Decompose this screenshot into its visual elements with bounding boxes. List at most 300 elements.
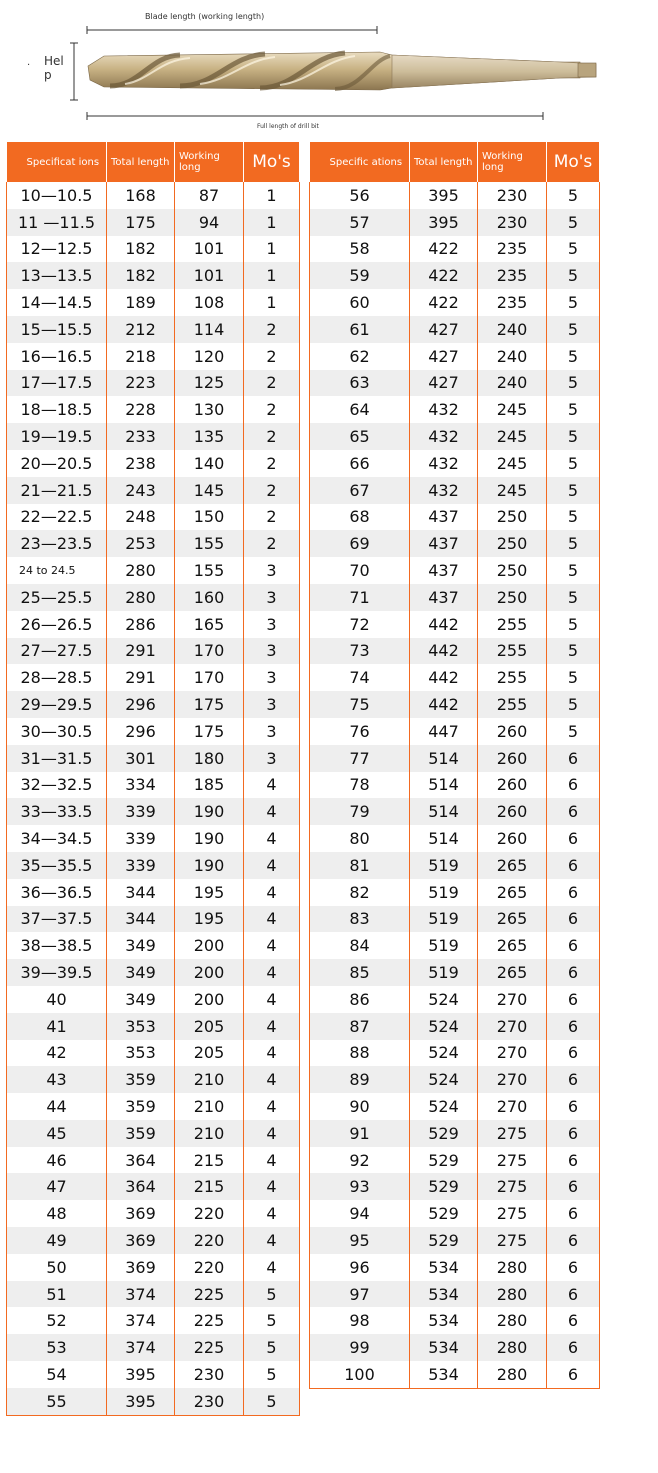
table-row xyxy=(7,236,300,263)
total-length-cell: 514 xyxy=(410,745,478,772)
total-length-cell: 529 xyxy=(410,1227,478,1254)
working-long-cell: 270 xyxy=(478,986,547,1013)
spec-cell: 43 xyxy=(7,1066,107,1093)
total-length-cell: 442 xyxy=(410,664,478,691)
working-long-cell: 220 xyxy=(175,1227,244,1254)
total-length-cell: 437 xyxy=(410,504,478,531)
table-row xyxy=(7,316,300,343)
mos-cell: 6 xyxy=(547,1093,600,1120)
mos-cell: 4 xyxy=(244,772,300,799)
table-row xyxy=(7,611,300,638)
mos-cell: 5 xyxy=(547,423,600,450)
table-row xyxy=(310,798,600,825)
header-specifications: Specific ations xyxy=(310,142,410,182)
total-length-cell: 339 xyxy=(107,798,175,825)
table-row xyxy=(7,450,300,477)
spec-cell: 65 xyxy=(310,423,410,450)
drill-bit-diagram xyxy=(0,0,658,140)
mos-cell: 3 xyxy=(244,611,300,638)
spec-cell: 30—30.5 xyxy=(7,718,107,745)
working-long-cell: 135 xyxy=(175,423,244,450)
total-length-cell: 243 xyxy=(107,477,175,504)
mos-cell: 4 xyxy=(244,1200,300,1227)
mos-cell: 5 xyxy=(547,530,600,557)
total-length-cell: 432 xyxy=(410,396,478,423)
total-length-cell: 296 xyxy=(107,691,175,718)
header-specifications: Specificat ions xyxy=(7,142,107,182)
mos-cell: 4 xyxy=(244,986,300,1013)
mos-cell: 1 xyxy=(244,236,300,263)
total-length-cell: 442 xyxy=(410,691,478,718)
mos-cell: 3 xyxy=(244,638,300,665)
working-long-cell: 265 xyxy=(478,906,547,933)
spec-cell: 22—22.5 xyxy=(7,504,107,531)
table-row xyxy=(310,611,600,638)
blade-length-label: Blade length (working length) xyxy=(145,12,265,21)
total-length-cell: 253 xyxy=(107,530,175,557)
spec-cell: 83 xyxy=(310,906,410,933)
working-long-cell: 190 xyxy=(175,852,244,879)
mos-cell: 6 xyxy=(547,1120,600,1147)
spec-cell: 99 xyxy=(310,1334,410,1361)
total-length-cell: 286 xyxy=(107,611,175,638)
help-label: Hel p xyxy=(44,54,64,82)
mos-cell: 6 xyxy=(547,1361,600,1388)
mos-cell: 5 xyxy=(244,1361,300,1388)
spec-cell: 95 xyxy=(310,1227,410,1254)
total-length-cell: 395 xyxy=(107,1361,175,1388)
spec-cell: 90 xyxy=(310,1093,410,1120)
working-long-cell: 175 xyxy=(175,691,244,718)
spec-cell: 89 xyxy=(310,1066,410,1093)
table-row xyxy=(310,289,600,316)
table-row xyxy=(310,638,600,665)
mos-cell: 1 xyxy=(244,209,300,236)
table-header-row xyxy=(310,142,600,182)
working-long-cell: 280 xyxy=(478,1281,547,1308)
total-length-cell: 374 xyxy=(107,1307,175,1334)
spec-cell: 62 xyxy=(310,343,410,370)
header-working-long: Working long xyxy=(175,142,244,182)
mos-cell: 4 xyxy=(244,932,300,959)
spec-cell: 79 xyxy=(310,798,410,825)
total-length-cell: 437 xyxy=(410,530,478,557)
table-row xyxy=(310,423,600,450)
table-row xyxy=(7,1147,300,1174)
total-length-cell: 353 xyxy=(107,1013,175,1040)
mos-cell: 5 xyxy=(244,1334,300,1361)
working-long-cell: 94 xyxy=(175,209,244,236)
total-length-cell: 514 xyxy=(410,772,478,799)
table-row xyxy=(310,530,600,557)
mos-cell: 4 xyxy=(244,1093,300,1120)
mos-cell: 5 xyxy=(547,396,600,423)
total-length-cell: 339 xyxy=(107,825,175,852)
header-total-length: Total length xyxy=(410,142,478,182)
working-long-cell: 280 xyxy=(478,1307,547,1334)
table-row xyxy=(7,1307,300,1334)
table-row xyxy=(7,638,300,665)
spec-cell: 49 xyxy=(7,1227,107,1254)
mos-cell: 6 xyxy=(547,1281,600,1308)
spec-cell: 68 xyxy=(310,504,410,531)
total-length-cell: 534 xyxy=(410,1254,478,1281)
spec-cell: 36—36.5 xyxy=(7,879,107,906)
mos-cell: 6 xyxy=(547,1066,600,1093)
working-long-cell: 265 xyxy=(478,959,547,986)
spec-cell: 59 xyxy=(310,262,410,289)
total-length-cell: 432 xyxy=(410,477,478,504)
mos-cell: 6 xyxy=(547,1254,600,1281)
spec-cell: 57 xyxy=(310,209,410,236)
total-length-cell: 168 xyxy=(107,182,175,209)
total-length-cell: 369 xyxy=(107,1254,175,1281)
spec-cell: 67 xyxy=(310,477,410,504)
spec-cell: 10—10.5 xyxy=(7,182,107,209)
table-row xyxy=(7,1120,300,1147)
working-long-cell: 245 xyxy=(478,477,547,504)
spec-cell: 11 —11.5 xyxy=(7,209,107,236)
total-length-cell: 344 xyxy=(107,879,175,906)
mos-cell: 5 xyxy=(547,611,600,638)
spec-cell: 46 xyxy=(7,1147,107,1174)
table-row xyxy=(7,1361,300,1388)
table-row xyxy=(7,718,300,745)
total-length-cell: 519 xyxy=(410,906,478,933)
table-row xyxy=(310,584,600,611)
table-row xyxy=(7,1066,300,1093)
table-row xyxy=(7,664,300,691)
spec-cell: 23—23.5 xyxy=(7,530,107,557)
working-long-cell: 250 xyxy=(478,530,547,557)
spec-cell: 70 xyxy=(310,557,410,584)
mos-cell: 5 xyxy=(547,182,600,209)
working-long-cell: 114 xyxy=(175,316,244,343)
working-long-cell: 230 xyxy=(175,1388,244,1415)
total-length-cell: 432 xyxy=(410,423,478,450)
working-long-cell: 225 xyxy=(175,1307,244,1334)
table-row xyxy=(7,182,300,209)
spec-cell: 33—33.5 xyxy=(7,798,107,825)
table-row xyxy=(310,1281,600,1308)
total-length-cell: 359 xyxy=(107,1120,175,1147)
total-length-cell: 519 xyxy=(410,959,478,986)
table-row xyxy=(310,396,600,423)
working-long-cell: 240 xyxy=(478,343,547,370)
mos-cell: 5 xyxy=(244,1307,300,1334)
working-long-cell: 270 xyxy=(478,1013,547,1040)
spec-cell: 87 xyxy=(310,1013,410,1040)
working-long-cell: 101 xyxy=(175,262,244,289)
total-length-cell: 514 xyxy=(410,825,478,852)
table-row xyxy=(7,289,300,316)
total-length-cell: 374 xyxy=(107,1334,175,1361)
working-long-cell: 240 xyxy=(478,316,547,343)
total-length-cell: 374 xyxy=(107,1281,175,1308)
spec-cell: 80 xyxy=(310,825,410,852)
mos-cell: 6 xyxy=(547,1147,600,1174)
total-length-cell: 339 xyxy=(107,852,175,879)
table-row xyxy=(7,879,300,906)
mos-cell: 6 xyxy=(547,1013,600,1040)
total-length-cell: 182 xyxy=(107,262,175,289)
mos-cell: 5 xyxy=(547,450,600,477)
spec-cell: 34—34.5 xyxy=(7,825,107,852)
total-length-cell: 369 xyxy=(107,1227,175,1254)
table-row xyxy=(310,1334,600,1361)
table-row xyxy=(310,209,600,236)
spec-cell: 45 xyxy=(7,1120,107,1147)
table-row xyxy=(7,1013,300,1040)
spec-cell: 69 xyxy=(310,530,410,557)
spec-cell: 76 xyxy=(310,718,410,745)
working-long-cell: 185 xyxy=(175,772,244,799)
mos-cell: 6 xyxy=(547,932,600,959)
spec-cell: 18—18.5 xyxy=(7,396,107,423)
table-row xyxy=(7,745,300,772)
total-length-cell: 524 xyxy=(410,986,478,1013)
spec-cell: 17—17.5 xyxy=(7,370,107,397)
total-length-cell: 280 xyxy=(107,584,175,611)
spec-cell: 39—39.5 xyxy=(7,959,107,986)
working-long-cell: 180 xyxy=(175,745,244,772)
table-row xyxy=(310,1013,600,1040)
total-length-cell: 447 xyxy=(410,718,478,745)
table-row xyxy=(7,1388,300,1415)
table-row xyxy=(7,584,300,611)
mos-cell: 5 xyxy=(547,557,600,584)
total-length-cell: 349 xyxy=(107,959,175,986)
working-long-cell: 150 xyxy=(175,504,244,531)
working-long-cell: 255 xyxy=(478,638,547,665)
spec-cell: 42 xyxy=(7,1040,107,1067)
working-long-cell: 275 xyxy=(478,1147,547,1174)
working-long-cell: 205 xyxy=(175,1040,244,1067)
total-length-cell: 529 xyxy=(410,1120,478,1147)
table-row xyxy=(7,1334,300,1361)
spec-cell: 74 xyxy=(310,664,410,691)
table-row xyxy=(310,504,600,531)
table-row xyxy=(7,477,300,504)
table-row xyxy=(7,932,300,959)
table-header-row xyxy=(7,142,300,182)
table-row xyxy=(310,718,600,745)
spec-cell: 15—15.5 xyxy=(7,316,107,343)
spec-cell: 63 xyxy=(310,370,410,397)
spec-cell: 85 xyxy=(310,959,410,986)
working-long-cell: 265 xyxy=(478,852,547,879)
mos-cell: 1 xyxy=(244,289,300,316)
table-row xyxy=(310,450,600,477)
total-length-cell: 519 xyxy=(410,852,478,879)
working-long-cell: 87 xyxy=(175,182,244,209)
working-long-cell: 195 xyxy=(175,906,244,933)
mos-cell: 6 xyxy=(547,1200,600,1227)
total-length-cell: 534 xyxy=(410,1281,478,1308)
working-long-cell: 230 xyxy=(175,1361,244,1388)
spec-cell: 73 xyxy=(310,638,410,665)
working-long-cell: 225 xyxy=(175,1334,244,1361)
working-long-cell: 155 xyxy=(175,530,244,557)
working-long-cell: 230 xyxy=(478,209,547,236)
table-row xyxy=(310,1147,600,1174)
total-length-cell: 228 xyxy=(107,396,175,423)
total-length-cell: 524 xyxy=(410,1093,478,1120)
working-long-cell: 270 xyxy=(478,1093,547,1120)
mos-cell: 5 xyxy=(547,664,600,691)
working-long-cell: 270 xyxy=(478,1066,547,1093)
spec-cell: 97 xyxy=(310,1281,410,1308)
table-row xyxy=(7,825,300,852)
total-length-cell: 359 xyxy=(107,1093,175,1120)
total-length-cell: 427 xyxy=(410,316,478,343)
spec-cell: 38—38.5 xyxy=(7,932,107,959)
total-length-cell: 395 xyxy=(410,209,478,236)
mos-cell: 6 xyxy=(547,1227,600,1254)
table-row xyxy=(310,1361,600,1388)
total-length-cell: 291 xyxy=(107,638,175,665)
spec-cell: 93 xyxy=(310,1173,410,1200)
table-row xyxy=(7,852,300,879)
mos-cell: 4 xyxy=(244,959,300,986)
total-length-cell: 233 xyxy=(107,423,175,450)
spec-cell: 44 xyxy=(7,1093,107,1120)
bullet-dot: · xyxy=(27,60,31,71)
working-long-cell: 235 xyxy=(478,262,547,289)
spec-cell: 12—12.5 xyxy=(7,236,107,263)
working-long-cell: 140 xyxy=(175,450,244,477)
table-row xyxy=(310,236,600,263)
working-long-cell: 235 xyxy=(478,289,547,316)
total-length-cell: 534 xyxy=(410,1307,478,1334)
spec-cell: 94 xyxy=(310,1200,410,1227)
spec-cell: 32—32.5 xyxy=(7,772,107,799)
table-row xyxy=(310,1040,600,1067)
total-length-cell: 238 xyxy=(107,450,175,477)
mos-cell: 4 xyxy=(244,825,300,852)
table-row xyxy=(7,423,300,450)
total-length-cell: 442 xyxy=(410,638,478,665)
spec-cell: 13—13.5 xyxy=(7,262,107,289)
table-row xyxy=(7,343,300,370)
mos-cell: 5 xyxy=(244,1388,300,1415)
table-row xyxy=(310,772,600,799)
mos-cell: 5 xyxy=(547,584,600,611)
table-row xyxy=(310,906,600,933)
working-long-cell: 280 xyxy=(478,1254,547,1281)
spec-cell: 60 xyxy=(310,289,410,316)
spec-cell: 96 xyxy=(310,1254,410,1281)
total-length-cell: 395 xyxy=(410,182,478,209)
working-long-cell: 130 xyxy=(175,396,244,423)
mos-cell: 4 xyxy=(244,1120,300,1147)
table-row xyxy=(7,1200,300,1227)
table-row xyxy=(310,557,600,584)
mos-cell: 5 xyxy=(547,477,600,504)
total-length-cell: 369 xyxy=(107,1200,175,1227)
working-long-cell: 190 xyxy=(175,798,244,825)
working-long-cell: 280 xyxy=(478,1361,547,1388)
table-row xyxy=(7,691,300,718)
mos-cell: 5 xyxy=(547,289,600,316)
spec-cell: 52 xyxy=(7,1307,107,1334)
mos-cell: 2 xyxy=(244,316,300,343)
working-long-cell: 200 xyxy=(175,932,244,959)
total-length-cell: 212 xyxy=(107,316,175,343)
mos-cell: 3 xyxy=(244,691,300,718)
spec-cell: 56 xyxy=(310,182,410,209)
spec-cell: 82 xyxy=(310,879,410,906)
working-long-cell: 120 xyxy=(175,343,244,370)
total-length-cell: 364 xyxy=(107,1147,175,1174)
spec-cell: 86 xyxy=(310,986,410,1013)
header-mos: Mo's xyxy=(244,142,300,182)
total-length-cell: 524 xyxy=(410,1066,478,1093)
working-long-cell: 225 xyxy=(175,1281,244,1308)
right-spec-table xyxy=(309,142,600,1389)
table-row xyxy=(310,1120,600,1147)
table-row xyxy=(310,852,600,879)
total-length-cell: 296 xyxy=(107,718,175,745)
table-row xyxy=(310,1066,600,1093)
spec-cell: 20—20.5 xyxy=(7,450,107,477)
table-row xyxy=(310,959,600,986)
working-long-cell: 255 xyxy=(478,611,547,638)
total-length-cell: 218 xyxy=(107,343,175,370)
spec-cell: 98 xyxy=(310,1307,410,1334)
working-long-cell: 210 xyxy=(175,1120,244,1147)
working-long-cell: 240 xyxy=(478,370,547,397)
spec-cell: 25—25.5 xyxy=(7,584,107,611)
working-long-cell: 245 xyxy=(478,450,547,477)
spec-cell: 92 xyxy=(310,1147,410,1174)
working-long-cell: 260 xyxy=(478,745,547,772)
working-long-cell: 275 xyxy=(478,1120,547,1147)
table-row xyxy=(310,986,600,1013)
spec-cell: 81 xyxy=(310,852,410,879)
total-length-cell: 437 xyxy=(410,557,478,584)
working-long-cell: 205 xyxy=(175,1013,244,1040)
spec-cell: 24 to 24.5 xyxy=(7,557,107,584)
spec-cell: 48 xyxy=(7,1200,107,1227)
working-long-cell: 255 xyxy=(478,664,547,691)
total-length-cell: 349 xyxy=(107,986,175,1013)
total-length-cell: 534 xyxy=(410,1361,478,1388)
total-length-cell: 364 xyxy=(107,1173,175,1200)
spec-cell: 37—37.5 xyxy=(7,906,107,933)
working-long-cell: 155 xyxy=(175,557,244,584)
table-row xyxy=(7,1093,300,1120)
total-length-cell: 437 xyxy=(410,584,478,611)
spec-cell: 53 xyxy=(7,1334,107,1361)
left-spec-table xyxy=(6,142,300,1416)
total-length-cell: 349 xyxy=(107,932,175,959)
table-row xyxy=(310,477,600,504)
working-long-cell: 280 xyxy=(478,1334,547,1361)
mos-cell: 6 xyxy=(547,906,600,933)
table-row xyxy=(310,1200,600,1227)
mos-cell: 3 xyxy=(244,718,300,745)
working-long-cell: 255 xyxy=(478,691,547,718)
table-row xyxy=(310,664,600,691)
table-row xyxy=(310,745,600,772)
total-length-cell: 359 xyxy=(107,1066,175,1093)
spec-cell: 27—27.5 xyxy=(7,638,107,665)
spec-cell: 29—29.5 xyxy=(7,691,107,718)
working-long-cell: 160 xyxy=(175,584,244,611)
total-length-cell: 175 xyxy=(107,209,175,236)
spec-cell: 41 xyxy=(7,1013,107,1040)
